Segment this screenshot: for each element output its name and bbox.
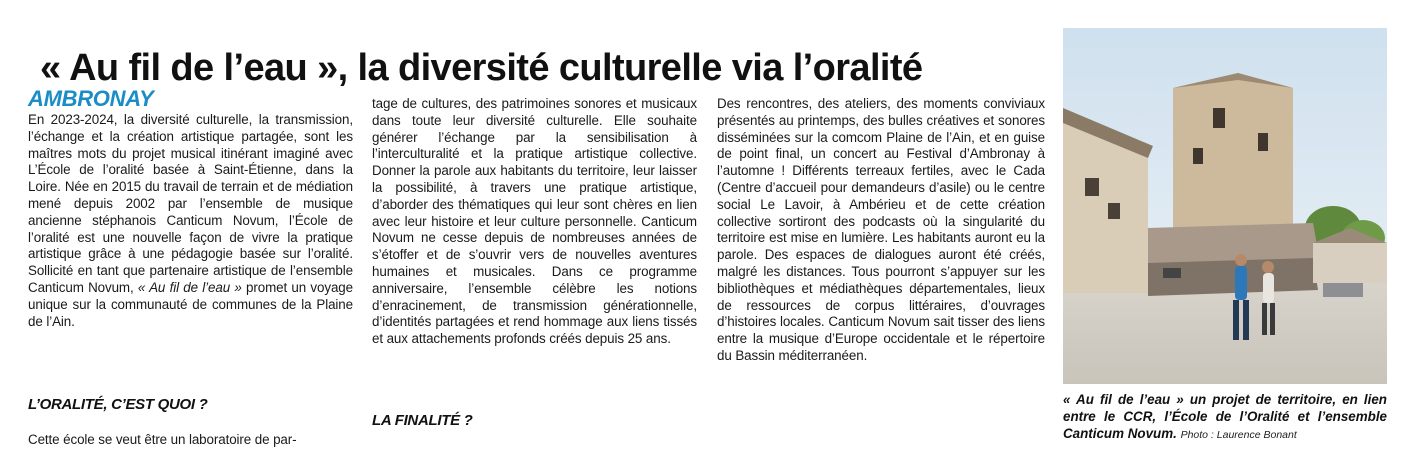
- photo-caption: [1063, 392, 1387, 443]
- photo-illustration: [1063, 28, 1387, 384]
- article-column-2: [372, 96, 697, 348]
- article-column-1: [28, 112, 353, 330]
- article-column-3: [717, 96, 1045, 365]
- paragraph-culture: tage de cultures, des patrimoines sonores et musicaux dans toute leur diversité culturelle. Elle souhaite générer l’échange par la sensibilisation à l’interculturalité et la pratique artistique collective. Donner la parole aux habitants du territoire, leur laisser la possibilité, à travers une pratique artistique, d’aborder des thématiques qui leur sont chères en lien avec leur histoire et leur culture personnelle. Canticum Novum ne cesse depuis de nombreuses années de s’étoffer et de s’ouvrir vers de nouvelles aventures humaines et musicales. Dans ce programme anniversaire, l’ensemble célèbre les notions d’enracinement, de transmission générationnelle, d’identités partagées et rend hommage aux liens tissés et aux attachements profonds créés depuis 25 ans.: [372, 96, 697, 347]
- photo-credit: Photo : Laurence Bonant: [1180, 428, 1297, 441]
- subhead-orality: L’ORALITÉ, C’EST QUOI ?: [28, 396, 208, 413]
- article-photo: [1063, 28, 1387, 384]
- location-kicker: AMBRONAY: [28, 86, 154, 111]
- paragraph-finality: Des rencontres, des ateliers, des moments conviviaux présentés au printemps, des bulles créatives et sonores disséminées sur la comcom Plaine de l’Ain, et en guise de point final, un concert au Festival d’Ambronay à l’automne ! Différents terreaux fertiles, avec le Cada (Centre d’accueil pour demandeurs d’asile) ou le centre social Le Lavoir, à Ambérieu et de cette création collective sortiront des podcasts où la singularité du territoire est mise en lumière. Les habitants auront eu la parole. Des espaces de dialogues auront été créés, malgré les distances. Tous pourront s’appuyer sur les bibliothèques et médiathèques départementales, lieux de ressources de corpus littéraires, d’ouvrages d’histoires locales. Canticum Novum sait tisser des liens entre la musique d’Europe occidentale et le répertoire du Bassin méditerranéen.: [717, 96, 1045, 363]
- intro-text-b: promet un voyage unique sur la communauté de communes de la Plaine de l’Ain.: [28, 279, 353, 329]
- subhead-finality: LA FINALITÉ ?: [372, 412, 473, 429]
- project-title-em: « Au fil de l’eau »: [137, 279, 242, 295]
- article-column-1-continued: [28, 432, 353, 449]
- paragraph-intro: [28, 112, 353, 330]
- headline: « Au fil de l’eau », la diversité culturelle via l’oralité: [40, 47, 923, 90]
- intro-text-a: En 2023-2024, la diversité culturelle, la transmission, l’échange et la création artistique partagée, sont les maîtres mots du projet musical itinérant imaginé avec L’École de l’oralité basée à Saint-Étienne, dans la Loire. Née en 2015 du travail de terrain et de médiation mené depuis 2002 par l’ensemble de musique ancienne stéphanois Canticum Novum, l’École de l’oralité est une nouvelle façon de vivre la pratique artistique grâce à une pédagogie basée sur l’oralité. Sollicité en tant que partenaire artistique de l’ensemble Canticum Novum,: [28, 112, 353, 295]
- caption-text: « Au fil de l’eau » un projet de territoire, en lien entre le CCR, l’École de l’Oralité et l’ensemble Canticum Novum.: [1063, 392, 1387, 441]
- paragraph-orality: Cette école se veut être un laboratoire de par-: [28, 432, 297, 447]
